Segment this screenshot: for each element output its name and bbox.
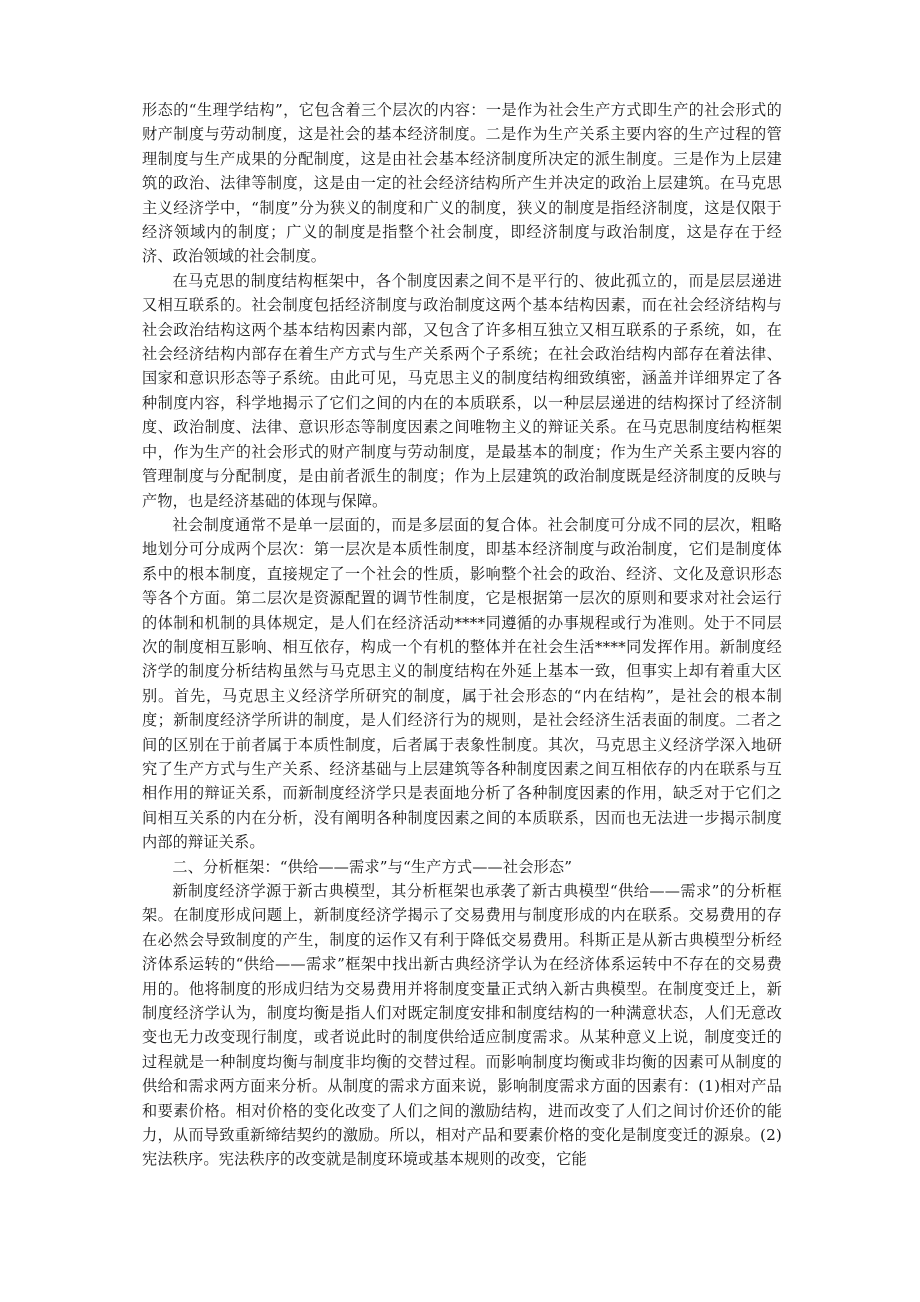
paragraph-analysis-framework: 新制度经济学源于新古典模型，其分析框架也承袭了新古典模型“供给——需求”的分析框架。在制度形成问题上，新制度经济学揭示了交易费用与制度形成的内在联系。交易费用的存在必然会导致制度的产生，制度的运作又有利于降低交易费用。科斯正是从新古典模型分析经济体系运转的“供给——需求”框架中找出新古典经济学认为在经济体系运转中不存在的交易费用的。他将制度的形成归结为交易费用并将制度变量正式纳入新古典模型。在制度变迁上，新制度经济学认为，制度均衡是指人们对既定制度安排和制度结构的一种满意状态，人们无意改变也无力改变现行制度，或者说此时的制度供给适应制度需求。从某种意义上说，制度变迁的过程就是一种制度均衡与制度非均衡的交替过程。而影响制度均衡或非均衡的因素可从制度的供给和需求两方面来分析。从制度的需求方面来说，影响制度需求方面的因素有：(1)相对产品和要素价格。相对价格的变化改变了人们之间的激励结构，进而改变了人们之间讨价还价的能力，从而导致重新缔结契约的激励。所以，相对产品和要素价格的变化是制度变迁的源泉。(2)宪法秩序。宪法秩序的改变就是制度环境或基本规则的改变，它能	[142, 882, 782, 1169]
paragraph-institution-structure: 在马克思的制度结构框架中，各个制度因素之间不是平行的、彼此孤立的，而是层层递进又相互联系的。社会制度包括经济制度与政治制度这两个基本结构因素，而在社会经济结构与社会政治结构这两个基本结构因素内部，又包含了许多相互独立又相互联系的子系统，如，在社会经济结构内部存在着生产方式与生产关系两个子系统；在社会政治结构内部存在着法律、国家和意识形态等子系统。由此可见，马克思主义的制度结构细致缜密，涵盖并详细界定了各种制度内容，科学地揭示了它们之间的内在的本质联系，以一种层层递进的结构探讨了经济制度、政治制度、法律、意识形态等制度因素之间唯物主义的辩证关系。在马克思制度结构框架中，作为生产的社会形式的财产制度与劳动制度，是最基本的制度；作为生产关系主要内容的管理制度与分配制度，是由前者派生的制度；作为上层建筑的政治制度既是经济制度的反映与产物，也是经济基础的体现与保障。	[142, 271, 782, 510]
document-body	[142, 98, 782, 1172]
paragraph-institution-layers: 社会制度通常不是单一层面的，而是多层面的复合体。社会制度可分成不同的层次，粗略地划分可分成两个层次：第一层次是本质性制度，即基本经济制度与政治制度，它们是制度体系中的根本制度，直接规定了一个社会的性质，影响整个社会的政治、经济、文化及意识形态等各个方面。第二层次是资源配置的调节性制度，它是根据第一层次的原则和要求对社会运行的体制和机制的具体规定，是人们在经济活动****同遵循的办事规程或行为准则。处于不同层次的制度相互影响、相互依存，构成一个有机的整体并在社会生活****同发挥作用。新制度经济学的制度分析结构虽然与马克思主义的制度结构在外延上基本一致，但事实上却有着重大区别。首先，马克思主义经济学所研究的制度，属于社会形态的“内在结构”，是社会的根本制度；新制度经济学所讲的制度，是人们经济行为的规则，是社会经济生活表面的制度。二者之间的区别在于前者属于本质性制度，后者属于表象性制度。其次，马克思主义经济学深入地研究了生产方式与生产关系、经济基础与上层建筑等各种制度因素之间互相依存的内在联系与互相作用的辩证关系，而新制度经济学只是表面地分析了各种制度因素的作用，缺乏对于它们之间相互关系的内在分析，没有阐明各种制度因素之间的本质联系，因而也无法进一步揭示制度内部的辩证关系。	[142, 515, 782, 852]
paragraph-continuation: 形态的“生理学结构”，它包含着三个层次的内容：一是作为社会生产方式即生产的社会形式的财产制度与劳动制度，这是社会的基本经济制度。二是作为生产关系主要内容的生产过程的管理制度与生产成果的分配制度，这是由社会基本经济制度所决定的派生制度。三是作为上层建筑的政治、法律等制度，这是由一定的社会经济结构所产生并决定的政治上层建筑。在马克思主义经济学中，“制度”分为狭义的制度和广义的制度，狭义的制度是指经济制度，这是仅限于经济领域内的制度；广义的制度是指整个社会制度，即经济制度与政治制度，这是存在于经济、政治领域的社会制度。	[142, 101, 782, 266]
section-heading: 二、分析框架：“供给——需求”与“生产方式——社会形态”	[172, 857, 573, 876]
